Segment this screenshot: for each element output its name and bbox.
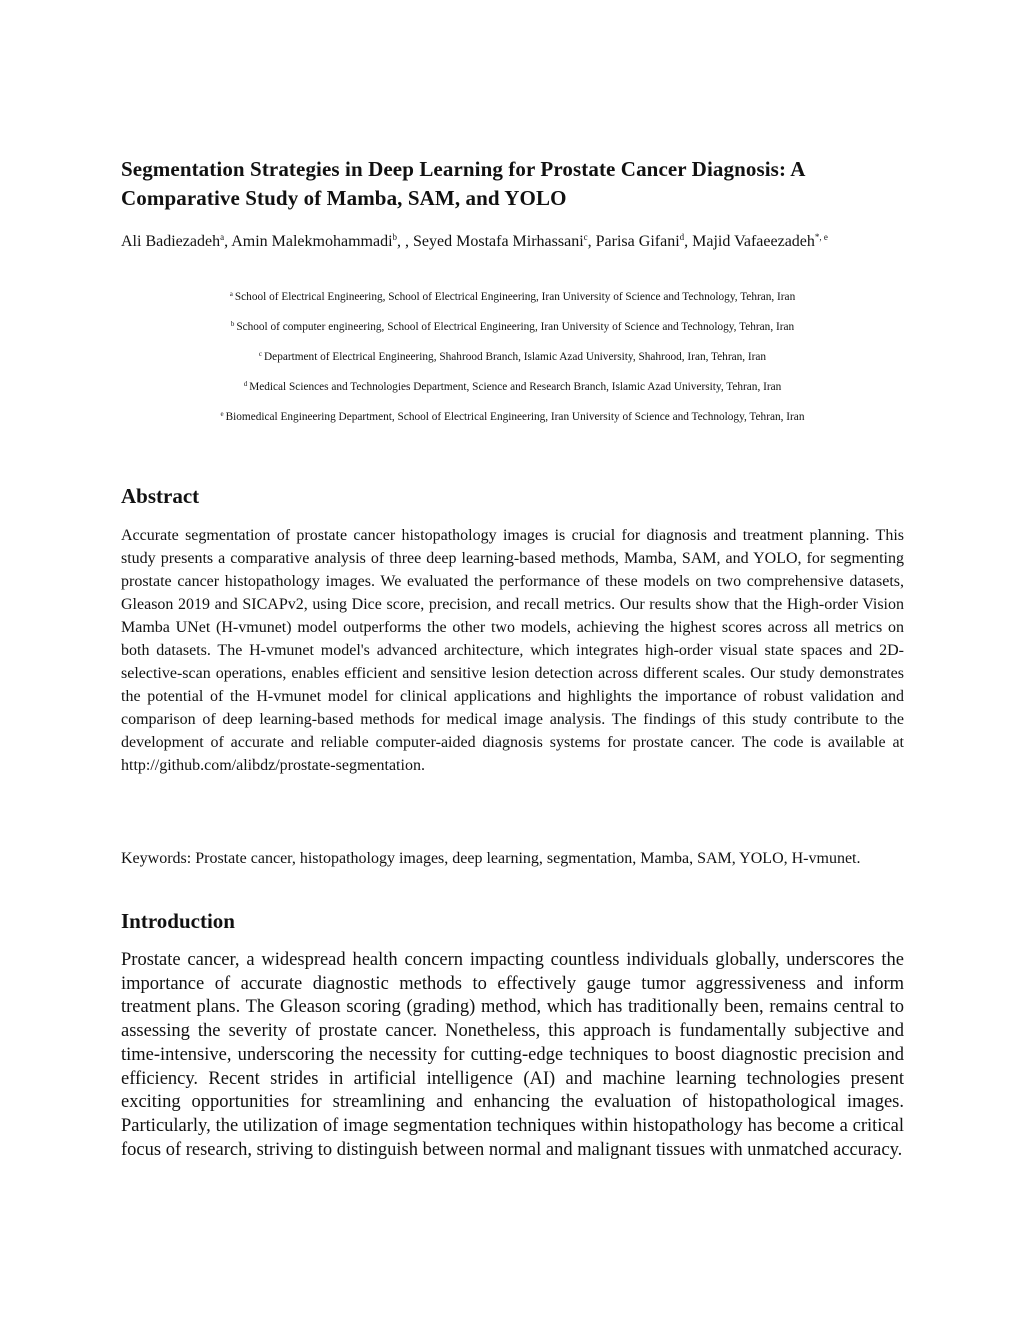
author-separator: , , xyxy=(397,233,414,250)
affiliation-text: Medical Sciences and Technologies Department, Science and Research Branch, Islamic Azad University, Tehran, Iran xyxy=(249,381,782,393)
author-name: Seyed Mostafa Mirhassani xyxy=(413,233,584,250)
author-separator: , xyxy=(587,233,596,250)
author-separator: , xyxy=(224,233,232,250)
affiliation-c xyxy=(121,350,904,364)
author-affiliation-mark: b xyxy=(392,232,398,242)
author-name: Parisa Gifani xyxy=(595,233,680,250)
author-list xyxy=(121,230,904,254)
author-separator: , xyxy=(684,233,693,250)
affiliation-text: Biomedical Engineering Department, School of Electrical Engineering, Iran University of Science and Technology, Tehran, Iran xyxy=(225,411,805,423)
abstract-text: Accurate segmentation of prostate cancer histopathology images is crucial for diagnosis and treatment planning. This study presents a comparative analysis of three deep learning-based methods, Mamba, SAM, and YOLO, for segmenting prostate cancer histopathology images. We evaluated the performance of these models on two comprehensive datasets, Gleason 2019 and SICAPv2, using Dice score, precision, and recall metrics. Our results show that the High-order Vision Mamba UNet (H-vmunet) model outperforms the other two models, achieving the highest scores across all metrics on both datasets. The H-vmunet model's advanced architecture, which integrates high-order visual state spaces and 2D-selective-scan operations, enables efficient and sensitive lesion detection across different scales. Our study demonstrates the potential of the H-vmunet model for clinical applications and highlights the importance of robust validation and comparison of deep learning-based methods for medical image analysis. The findings of this study contribute to the development of accurate and reliable computer-aided diagnosis systems for prostate cancer. The code is available at http://github.com/alibdz/prostate-segmentation. xyxy=(121,527,904,774)
affiliation-d xyxy=(121,380,904,394)
affiliation-a xyxy=(121,290,904,304)
author-name: Amin Malekmohammadi xyxy=(231,233,393,250)
affiliation-e xyxy=(121,410,904,424)
author-affiliation-mark: *, e xyxy=(814,232,828,242)
affiliation-text: Department of Electrical Engineering, Shahrood Branch, Islamic Azad University, Shahrood, Iran, Tehran, Iran xyxy=(264,351,767,363)
affiliation-text: School of computer engineering, School of Electrical Engineering, Iran University of Science and Technology, Tehran, Iran xyxy=(236,321,795,333)
author-name: Majid Vafaeezadeh xyxy=(692,233,815,250)
author-affiliation-mark: d xyxy=(679,232,685,242)
affiliation-mark: a xyxy=(229,290,233,298)
affiliation-mark: b xyxy=(230,320,235,328)
affiliation-mark: d xyxy=(243,380,248,388)
abstract-heading: Abstract xyxy=(121,484,200,508)
affiliation-b xyxy=(121,320,904,334)
introduction-text: Prostate cancer, a widespread health concern impacting countless individuals globally, underscores the importance of accurate diagnostic methods to effectively gauge tumor aggressiveness and inform treatment plans. The Gleason scoring (grading) method, which has traditionally been, remains central to assessing the severity of prostate cancer. Nonetheless, this approach is fundamentally subjective and time-intensive, underscoring the necessity for cutting-edge techniques to boost diagnostic precision and efficiency. Recent strides in artificial intelligence (AI) and machine learning technologies present exciting opportunities for streamlining and enhancing the evaluation of histopathological images. Particularly, the utilization of image segmentation techniques within histopathology has become a critical focus of research, striving to distinguish between normal and malignant tissues with unmatched accuracy. xyxy=(121,950,904,1160)
keywords: Keywords: Prostate cancer, histopathology images, deep learning, segmentation, Mamba, SAM, YOLO, H-vmunet. xyxy=(121,850,861,867)
affiliation-mark: e xyxy=(220,410,224,418)
affiliation-mark: c xyxy=(258,350,263,358)
introduction-heading: Introduction xyxy=(121,909,235,933)
affiliation-text: School of Electrical Engineering, School of Electrical Engineering, Iran University of Science and Technology, Tehran, Iran xyxy=(234,291,796,303)
paper-title: Segmentation Strategies in Deep Learning for Prostate Cancer Diagnosis: A Comparative Study of Mamba, SAM, and YOLO xyxy=(121,157,805,210)
author-affiliation-mark: c xyxy=(583,232,588,242)
author-name: Ali Badiezadeh xyxy=(121,233,221,250)
author-affiliation-mark: a xyxy=(220,232,225,242)
